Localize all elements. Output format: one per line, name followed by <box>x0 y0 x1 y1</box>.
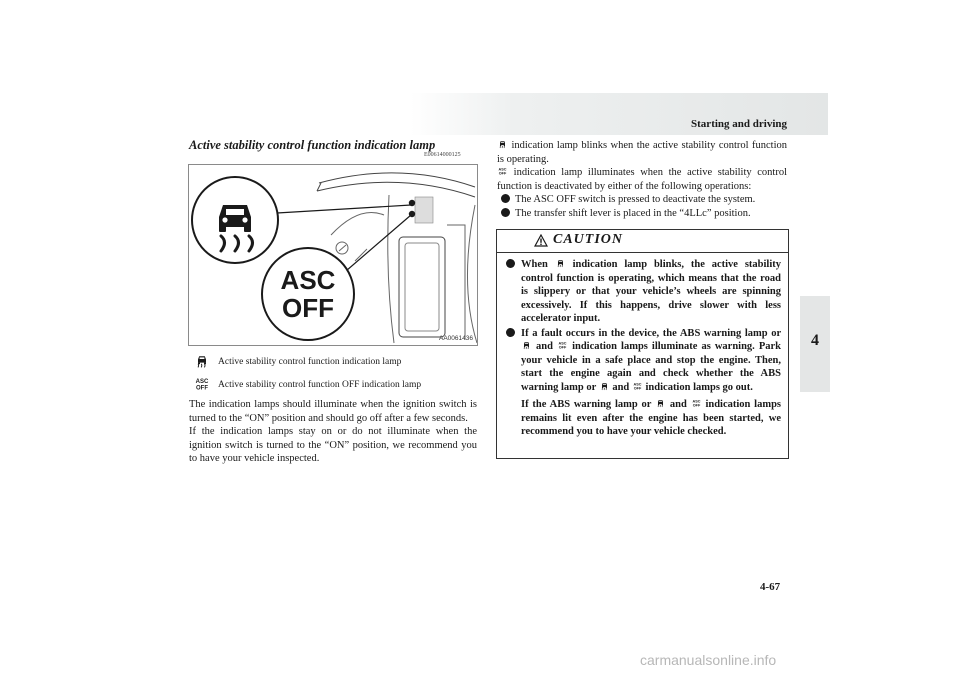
skid-car-icon <box>521 340 532 350</box>
caution-box <box>496 229 789 459</box>
list-item: The transfer shift lever is placed in the “4LLc” position. <box>497 207 787 221</box>
list-item: The ASC OFF switch is pressed to deactivate the system. <box>497 193 787 207</box>
asc-label: ASC <box>280 265 336 295</box>
bullet-icon <box>501 208 510 217</box>
asc-off-icon <box>632 381 643 391</box>
paragraph: indication lamp illuminates when the active stability control function is deactivated by either of the following operations: <box>497 167 788 192</box>
off-label: OFF <box>282 293 334 323</box>
asc-off-icon <box>691 398 702 408</box>
chapter-number: 4 <box>811 332 819 349</box>
skid-car-icon <box>497 139 508 149</box>
bullet-icon <box>506 328 515 337</box>
asc-off-icon <box>194 376 210 392</box>
section-code: E00614000125 <box>424 152 461 158</box>
left-body <box>189 398 477 466</box>
paragraph: The indication lamps should illuminate when the ignition switch is turned to the “ON” position and should go off after a few seconds. <box>189 399 477 424</box>
paragraph: indication lamp blinks when the active stability control function is operating. <box>497 140 788 165</box>
watermark: carmanualsonline.info <box>640 652 777 668</box>
figure-code: AA0061436 <box>439 335 473 342</box>
asc-off-icon <box>497 166 508 176</box>
running-header: Starting and driving <box>691 118 787 130</box>
instrument-cluster-figure <box>188 164 478 346</box>
page-number: 4-67 <box>760 581 781 593</box>
caution-body <box>505 258 781 439</box>
warning-triangle-icon <box>534 234 548 247</box>
right-body <box>497 139 787 220</box>
skid-car-icon <box>599 381 610 391</box>
caution-paragraph: If the ABS warning lamp or and indication lamps remains lit even after the engine has been started, we recommend you to have your vehicle checked. <box>521 399 782 437</box>
skid-car-icon <box>555 258 566 268</box>
bullet-icon <box>501 194 510 203</box>
bullet-icon <box>506 259 515 268</box>
caution-title: CAUTION <box>553 232 624 247</box>
legend-text: Active stability control function OFF indication lamp <box>218 380 422 390</box>
legend-text: Active stability control function indication lamp <box>218 357 402 367</box>
skid-car-icon <box>194 353 210 369</box>
caution-header <box>497 230 788 253</box>
section-title: Active stability control function indication lamp <box>189 138 436 152</box>
skid-car-icon <box>655 398 666 408</box>
caution-item: When indication lamp blinks, the active stability control function is operating, which means that the road is slippery or that your vehicle’s wheels are spinning excessively. If this happens, drive slower with less accelerator input. <box>505 258 781 326</box>
paragraph: If the indication lamps stay on or do not illuminate when the ignition switch is turned to the “ON” position, we recommend you to have your vehicle inspected. <box>189 426 477 464</box>
caution-item: If a fault occurs in the device, the ABS warning lamp or and indication lamps illuminate as warning. Park your vehicle in a safe place and stop the engine. Then, start the engine again and check whether the ABS warning lamp or and indication lamps go out. <box>505 327 781 395</box>
asc-off-icon <box>557 340 568 350</box>
